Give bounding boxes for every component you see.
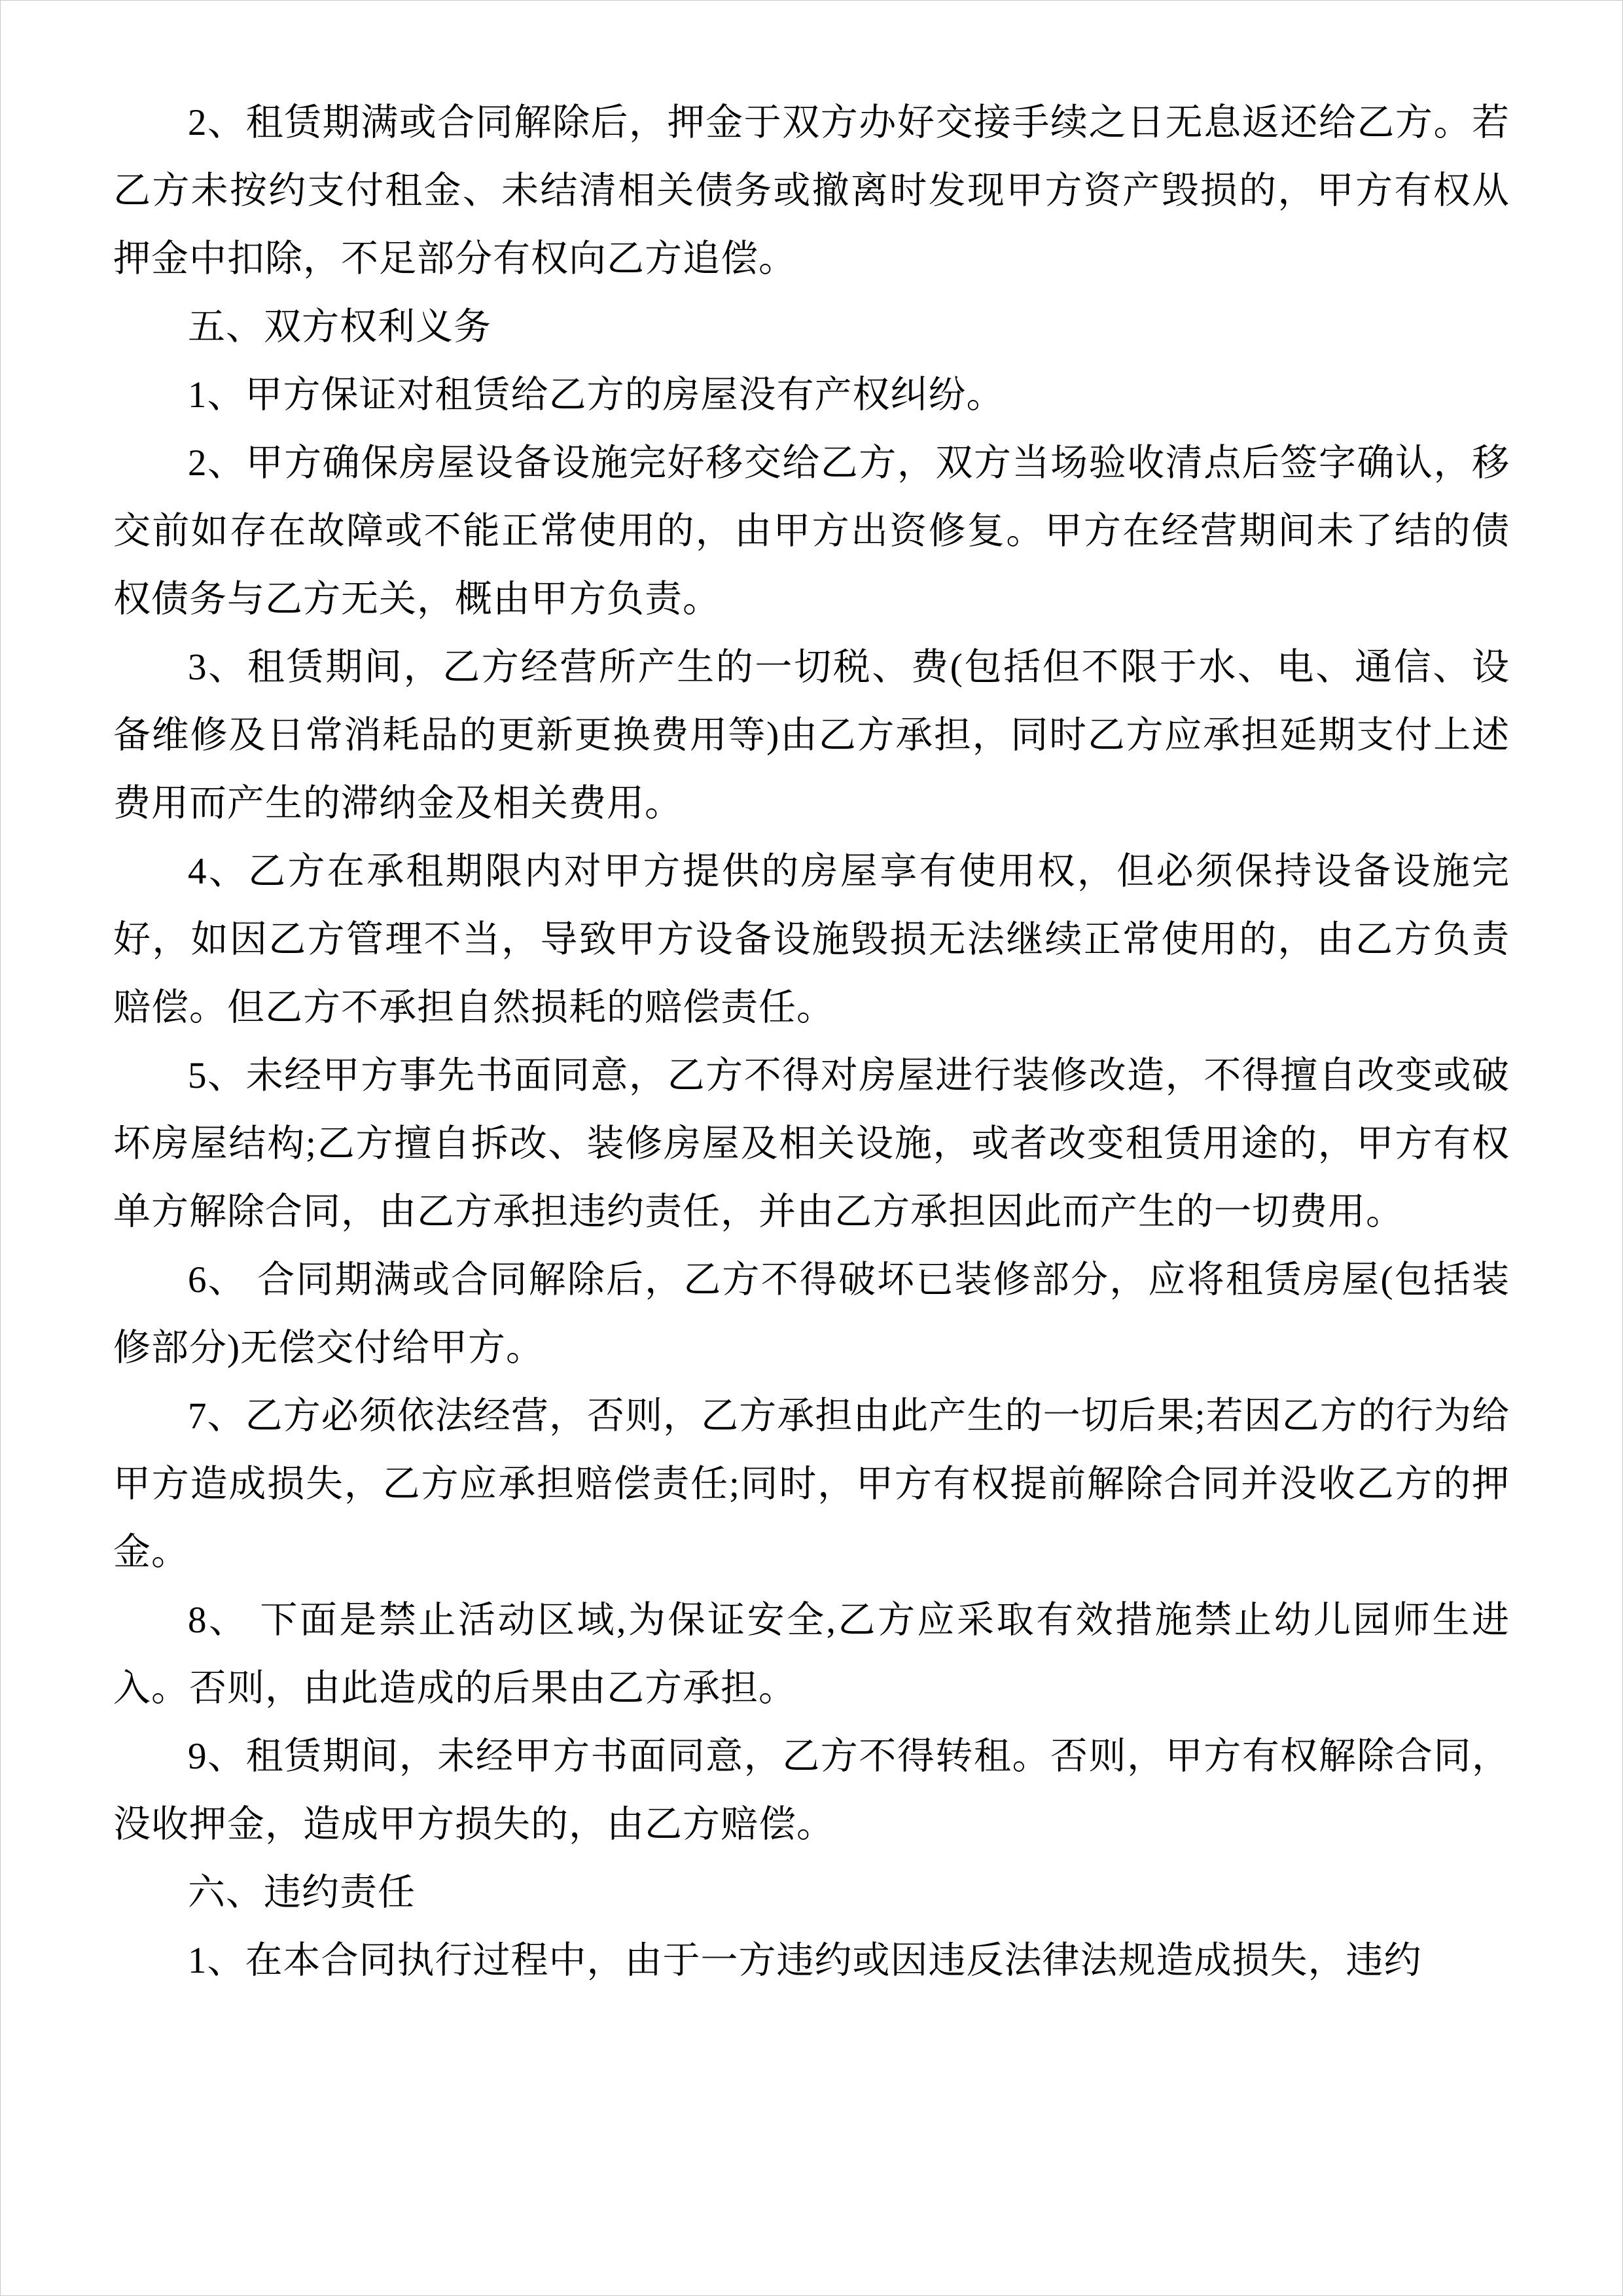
section-heading-rights-obligations: 五、双方权利义务 (188, 306, 491, 348)
paragraph-clause-8: 8、 下面是禁止活动区域,为保证安全,乙方应采取有效措施禁止幼儿园师生进入。否则，由此造成的后果由乙方承担。 (113, 1600, 1510, 1709)
contract-body-text (1, 1, 1622, 1995)
paragraph-clause-6: 6、 合同期满或合同解除后，乙方不得破坏已装修部分，应将租赁房屋(包括装修部分)无偿交付给甲方。 (113, 1259, 1510, 1369)
paragraph-clause-7: 7、乙方必须依法经营，否则，乙方承担由此产生的一切后果;若因乙方的行为给甲方造成损失，乙方应承担赔偿责任;同时，甲方有权提前解除合同并没收乙方的押金。 (113, 1395, 1510, 1573)
paragraph-clause-deposit-return: 2、租赁期满或合同解除后，押金于双方办好交接手续之日无息返还给乙方。若乙方未按约支付租金、未结清相关债务或撤离时发现甲方资产毁损的，甲方有权从押金中扣除，不足部分有权向乙方追偿。 (113, 102, 1510, 279)
paragraph-clause-3: 3、租赁期间，乙方经营所产生的一切税、费(包括但不限于水、电、通信、设备维修及日常消耗品的更新更换费用等)由乙方承担，同时乙方应承担延期支付上述费用而产生的滞纳金及相关费用。 (113, 647, 1510, 824)
paragraph-clause-9: 9、租赁期间，未经甲方书面同意，乙方不得转租。否则，甲方有权解除合同，没收押金，造成甲方损失的，由乙方赔偿。 (113, 1736, 1510, 1845)
paragraph-clause-4: 4、乙方在承租期限内对甲方提供的房屋享有使用权，但必须保持设备设施完好，如因乙方管理不当，导致甲方设备设施毁损无法继续正常使用的，由乙方负责赔偿。但乙方不承担自然损耗的赔偿责任。 (113, 851, 1510, 1028)
paragraph-clause-breach-1: 1、在本合同执行过程中，由于一方违约或因违反法律法规造成损失，违约 (188, 1940, 1422, 1981)
section-heading-breach-liability: 六、违约责任 (188, 1872, 416, 1913)
paragraph-clause-1: 1、甲方保证对租赁给乙方的房屋没有产权纠纷。 (188, 374, 1005, 416)
paragraph-clause-5: 5、未经甲方事先书面同意，乙方不得对房屋进行装修改造，不得擅自改变或破坏房屋结构;乙方擅自拆改、装修房屋及相关设施，或者改变租赁用途的，甲方有权单方解除合同，由乙方承担违约责任，并由乙方承担因此而产生的一切费用。 (113, 1055, 1510, 1232)
paragraph-clause-2: 2、甲方确保房屋设备设施完好移交给乙方，双方当场验收清点后签字确认，移交前如存在故障或不能正常使用的，由甲方出资修复。甲方在经营期间未了结的债权债务与乙方无关，概由甲方负责。 (113, 442, 1510, 620)
